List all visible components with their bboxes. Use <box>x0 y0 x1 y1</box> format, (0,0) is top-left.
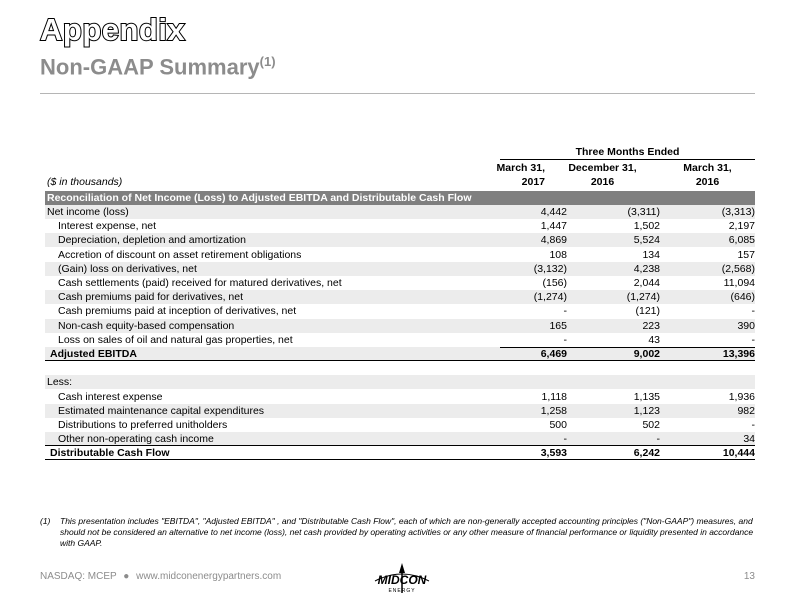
row-label: Net income (loss) <box>47 206 129 218</box>
row-label: Cash settlements (paid) received for matured derivatives, net <box>58 277 342 289</box>
table-row <box>45 418 755 432</box>
row-value-col2: 502 <box>642 419 660 431</box>
row-value-col1: (1,274) <box>533 291 567 304</box>
table-row <box>45 233 755 247</box>
footer-left <box>40 571 281 582</box>
row-label: Cash interest expense <box>58 390 163 403</box>
row-label: Cash premiums paid for derivatives, net <box>58 291 243 304</box>
row-label: Adjusted EBITDA <box>50 348 137 360</box>
section-title-band <box>45 191 755 205</box>
table-row <box>45 390 755 404</box>
col3-header-line2: 2016 <box>695 176 720 188</box>
logo-subtext: ENERGY <box>388 588 416 594</box>
three-months-ended-label: Three Months Ended <box>575 146 680 158</box>
footnote <box>40 516 755 549</box>
row-value-col2: 2,044 <box>633 277 660 289</box>
row-label: Estimated maintenance capital expenditures <box>58 404 265 417</box>
col2-header-line2: 2016 <box>590 176 615 188</box>
group-header-underline <box>500 159 755 160</box>
row-value-col2: 134 <box>642 248 660 261</box>
row-value-col2: (121) <box>635 305 660 318</box>
row-value-col2: 1,135 <box>633 390 660 403</box>
spacer-row <box>45 361 755 375</box>
col3-header-line1: March 31, <box>683 162 732 174</box>
row-value-col2: 43 <box>648 333 660 346</box>
page-subtitle <box>40 54 276 80</box>
row-value-col1: 165 <box>549 319 567 332</box>
subtitle-text: Non-GAAP Summary <box>40 54 260 80</box>
column-group-header <box>45 146 755 160</box>
footnote-text: This presentation includes "EBITDA", "Adjusted EBITDA" , and "Distributable Cash Flow", each of which are non-generally accepted accounting principles ("Non-GAAP") measures, and should not be considered an alternative to net income (loss), net cash provided by operating activities or any other measure of financial performance or liquidity presented in accordance with GAAP. <box>60 516 754 548</box>
footer-website-link[interactable]: www.midconenergypartners.com <box>136 571 282 582</box>
header-divider <box>40 93 755 94</box>
row-value-col1: 4,869 <box>540 234 567 247</box>
row-value-col3: 157 <box>737 248 755 261</box>
row-value-col1: 1,447 <box>540 220 567 233</box>
row-value-col3: (646) <box>730 291 755 304</box>
row-value-col1: - <box>563 433 567 446</box>
row-value-col3: - <box>751 419 755 431</box>
footer-ticker: NASDAQ: MCEP <box>40 571 117 582</box>
row-value-col1: 108 <box>549 248 567 261</box>
col1-header-line1: March 31, <box>496 162 545 174</box>
row-value-col3: 6,085 <box>728 234 755 247</box>
section-title: Reconciliation of Net Income (Loss) to Adjusted EBITDA and Distributable Cash Flow <box>47 192 472 204</box>
row-value-col2: 223 <box>642 319 660 332</box>
footer-bullet: ● <box>123 571 130 582</box>
row-value-col3: 34 <box>743 433 755 446</box>
midcon-logo <box>367 561 437 595</box>
row-value-col2: - <box>656 433 660 446</box>
row-value-col1: (3,132) <box>533 262 567 275</box>
row-label: Non-cash equity-based compensation <box>58 319 235 332</box>
table-row <box>45 219 755 233</box>
row-value-col1: 1,118 <box>541 390 567 403</box>
table-row <box>45 290 755 304</box>
subtitle-footnote-marker: (1) <box>259 54 276 69</box>
row-value-col3: 10,444 <box>722 447 755 460</box>
row-value-col3: 390 <box>737 319 755 332</box>
subtotal-rule <box>500 347 755 348</box>
row-value-col3: 982 <box>737 404 755 417</box>
row-value-col2: 6,242 <box>633 447 660 460</box>
row-label: Cash premiums paid at inception of derivatives, net <box>58 305 297 318</box>
table-row <box>45 432 755 446</box>
row-value-col1: 1,258 <box>540 404 567 417</box>
less-label: Less: <box>47 376 73 389</box>
footnote-number: (1) <box>40 516 51 526</box>
table-row <box>45 404 755 418</box>
row-label: Loss on sales of oil and natural gas properties, net <box>58 333 293 346</box>
page-title: Appendix <box>40 12 186 47</box>
table-row <box>45 262 755 276</box>
table-row <box>45 205 755 219</box>
row-value-col3: (2,568) <box>721 262 755 275</box>
table-row <box>45 319 755 333</box>
row-value-col3: 1,936 <box>728 390 755 403</box>
page-number: 13 <box>743 571 755 582</box>
total-rule <box>45 459 755 460</box>
row-value-col1: 4,442 <box>540 206 567 218</box>
row-value-col1: - <box>563 333 567 346</box>
col2-header-line1: December 31, <box>568 162 637 174</box>
row-value-col3: - <box>751 305 755 318</box>
row-value-col2: 1,502 <box>633 220 660 233</box>
adjusted-ebitda-row <box>45 347 755 361</box>
row-value-col2: 1,123 <box>633 404 660 417</box>
row-label: Other non-operating cash income <box>58 433 214 446</box>
units-label: ($ in thousands) <box>47 176 123 188</box>
row-label: Accretion of discount on asset retirement obligations <box>58 248 302 261</box>
table-row <box>45 248 755 262</box>
row-label: Depreciation, depletion and amortization <box>58 234 246 247</box>
row-label: Distributions to preferred unitholders <box>58 419 228 431</box>
row-value-col1: 3,593 <box>540 447 567 460</box>
row-value-col1: 500 <box>549 419 567 431</box>
table-row <box>45 276 755 290</box>
row-value-col3: - <box>751 333 755 346</box>
column-header-row-1 <box>45 162 755 176</box>
logo-text: MIDCON <box>377 573 427 587</box>
less-row <box>45 375 755 389</box>
row-value-col3: 2,197 <box>728 220 755 233</box>
row-value-col2: 9,002 <box>633 348 660 360</box>
row-value-col1: (156) <box>542 277 567 289</box>
row-label: (Gain) loss on derivatives, net <box>58 262 197 275</box>
column-header-row-2 <box>45 176 755 190</box>
table-row <box>45 304 755 318</box>
row-value-col1: 6,469 <box>540 348 567 360</box>
row-value-col1: - <box>563 305 567 318</box>
row-label: Interest expense, net <box>58 220 157 233</box>
row-value-col3: 13,396 <box>722 348 755 360</box>
row-value-col2: 5,524 <box>633 234 660 247</box>
row-value-col2: 4,238 <box>633 262 660 275</box>
row-label: Distributable Cash Flow <box>50 447 170 460</box>
row-value-col2: (3,311) <box>627 206 660 218</box>
row-value-col3: (3,313) <box>721 206 755 218</box>
col1-header-line2: 2017 <box>521 176 545 188</box>
row-value-col3: 11,094 <box>723 277 755 289</box>
table-row <box>45 333 755 347</box>
distributable-cash-flow-row <box>45 446 755 460</box>
row-value-col2: (1,274) <box>626 291 660 304</box>
